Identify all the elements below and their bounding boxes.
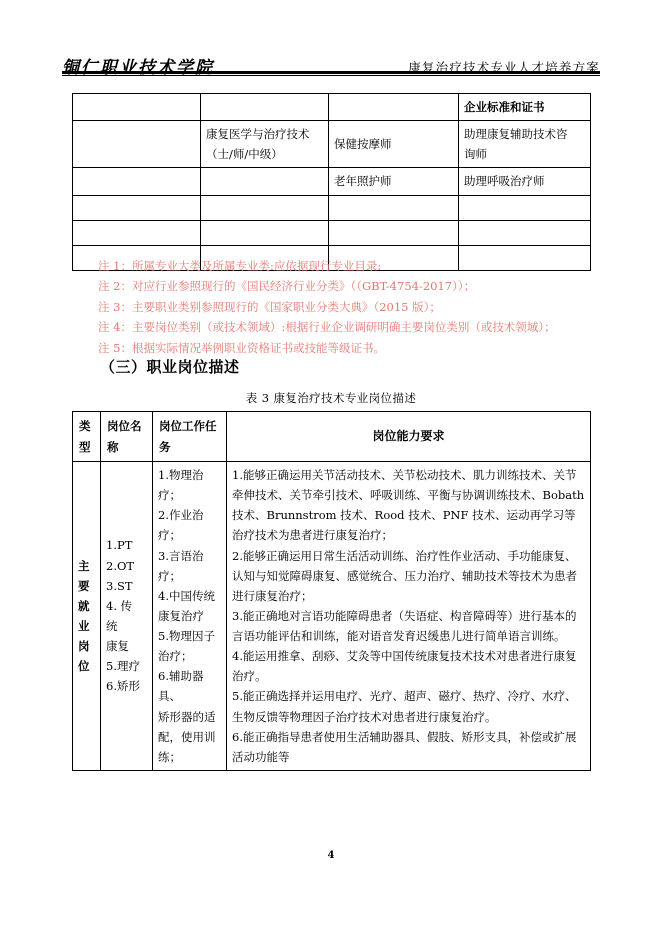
cell-job-tasks (153, 462, 227, 771)
table-cell (459, 121, 591, 168)
header-line: 岗位工作任 (159, 419, 217, 434)
note-line-2: 注 2：对应行业参照现行的《国民经济行业分类》（（GBT-4754-2017））； (98, 279, 476, 294)
table-cell (201, 220, 329, 245)
table-cell (329, 195, 459, 220)
header-divider (62, 71, 600, 76)
task-line: 练； (158, 749, 181, 764)
table-row (73, 121, 591, 168)
certificates-table-wrapper (72, 93, 590, 271)
cell-line: 助理康复辅助技术咨 (464, 127, 568, 142)
header-line: 类 (79, 419, 91, 434)
table-cell (73, 195, 201, 220)
task-line: 3.言语治疗； (158, 548, 204, 583)
cell-ability-requirements (227, 462, 591, 771)
section-heading: （三）职业岗位描述 (100, 358, 240, 376)
type-char: 业 (78, 618, 90, 633)
certificates-table (72, 93, 591, 271)
ability-item: 2.能够正确运用日常生活活动训练、治疗性作业活动、手功能康复、认知与知觉障碍康复、感觉统合、压力治疗、辅助技术等技术为患者进行康复治疗； (232, 548, 577, 603)
job-name-line: 2.OT (106, 558, 135, 573)
type-char: 要 (78, 578, 90, 593)
type-char: 位 (78, 659, 90, 674)
task-line: 4.中国传统 (158, 588, 215, 603)
table-cell (201, 121, 329, 168)
column-header-job-name (101, 412, 153, 462)
table-cell (73, 121, 201, 168)
table-cell (73, 220, 201, 245)
header-line: 称 (107, 439, 119, 454)
table-row (73, 462, 591, 771)
table-row (73, 94, 591, 121)
task-line: 治疗； (158, 649, 193, 664)
header-line: 岗位名 (107, 419, 142, 434)
table-cell (329, 220, 459, 245)
cell-line: （士/师/中级） (206, 147, 283, 162)
ability-item: 4.能运用推拿、刮痧、艾灸等中国传统康复技术技术对患者进行康复治疗。 (232, 649, 577, 684)
ability-item: 5.能正确选择并运用电疗、光疗、超声、磁疗、热疗、冷疗、水疗、生物反馈等物理因子治疗技术对患者进行康复治疗。 (232, 689, 577, 724)
table-cell: 助理呼吸治疗师 (459, 168, 591, 195)
header-line: 务 (159, 439, 171, 454)
table-cell: 保健按摩师 (329, 121, 459, 168)
job-name-line: 5.理疗 (106, 659, 140, 674)
table-cell (459, 220, 591, 245)
table-header-enterprise-cert: 企业标准和证书 (459, 94, 591, 121)
table-cell (73, 168, 201, 195)
job-name-line: 4. 传 统 (106, 598, 133, 633)
ability-item: 1.能够正确运用关节活动技术、关节松动技术、肌力训练技术、关节牵伸技术、关节牵引技术、呼吸训练、平衡与协调训练技术、Bobath 技术、Brunnstrom 技术、Rood 技术、PNF 技术、运动再学习等治疗技术为患者进行康复治疗； (232, 468, 585, 543)
task-line: 配，使用训 (158, 729, 216, 744)
job-description-table-wrapper (72, 411, 590, 771)
table-row (73, 168, 591, 195)
note-line-3: 注 3：主要职业类别参照现行的《国家职业分类大典》（2015 版）； (98, 299, 441, 314)
type-char: 岗 (78, 639, 90, 654)
table-row (73, 220, 591, 245)
table-cell (201, 94, 329, 121)
table-cell (459, 195, 591, 220)
table-caption: 表 3 康复治疗技术专业岗位描述 (245, 391, 417, 405)
table-notes (98, 256, 598, 358)
task-line: 1.物理治疗； (158, 468, 204, 503)
column-header-job-tasks (153, 412, 227, 462)
table-row (73, 195, 591, 220)
task-line: 矫形器的适 (158, 709, 216, 724)
header-line: 型 (79, 439, 91, 454)
note-line-4: 注 4：主要岗位类别（或技术领域）:根据行业企业调研明确主要岗位类别（或技术领域）； (98, 320, 556, 335)
job-name-line: 康复 (106, 639, 129, 654)
cell-line: 康复医学与治疗技术 (206, 127, 310, 142)
type-char: 就 (78, 598, 90, 613)
task-line: 6.辅助器具、 (158, 669, 204, 704)
column-header-type (73, 412, 101, 462)
ability-item: 3.能正确地对言语功能障碍患者（失语症、构音障碍等）进行基本的言语功能评估和训练，能对语音发育迟缓患儿进行简单语言训练。 (232, 608, 577, 643)
task-line: 康复治疗 (158, 608, 204, 623)
job-description-table (72, 411, 591, 771)
page-number: 4 (327, 850, 335, 861)
table-cell (329, 94, 459, 121)
table-cell (73, 94, 201, 121)
cell-line: 询师 (464, 147, 487, 162)
cell-job-type (73, 462, 101, 771)
table-cell (201, 195, 329, 220)
type-char: 主 (78, 558, 90, 573)
note-line-1: 注 1：所属专业大类及所属专业类:应依据现行专业目录: (98, 259, 382, 273)
ability-item: 6.能正确指导患者使用生活辅助器具、假肢、矫形支具，补偿或扩展活动功能等 (232, 729, 577, 764)
task-line: 5.物理因子 (158, 629, 215, 643)
table-cell: 老年照护师 (329, 168, 459, 195)
note-line-5: 注 5：根据实际情况举例职业资格证书或技能等级证书。 (98, 340, 385, 355)
job-name-line: 6.矫形 (106, 679, 140, 694)
job-name-line: 3.ST (106, 578, 133, 593)
table-cell (201, 168, 329, 195)
column-header-ability: 岗位能力要求 (227, 412, 591, 462)
table-header-row (73, 412, 591, 462)
school-name: 铜仁职业技术学院 (62, 58, 214, 78)
task-line: 2.作业治疗； (158, 508, 204, 543)
cell-job-name (101, 462, 153, 771)
job-name-line: 1.PT (106, 538, 133, 553)
document-title: 康复治疗技术专业人才培养方案 (408, 60, 600, 75)
